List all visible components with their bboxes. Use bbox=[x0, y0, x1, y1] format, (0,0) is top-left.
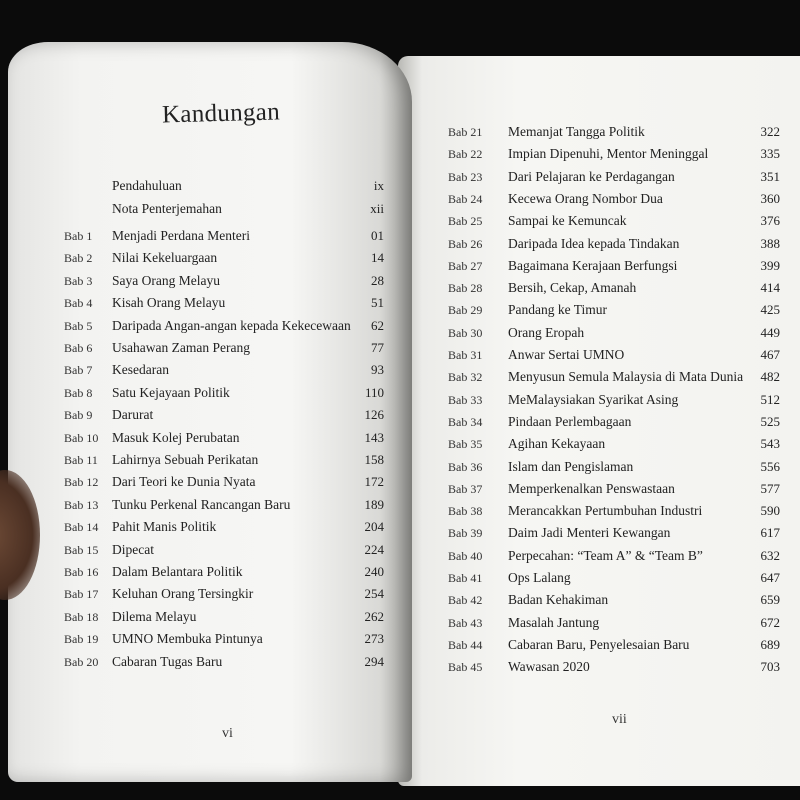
toc-entry-title: Darurat bbox=[112, 407, 154, 423]
toc-entry-page: 322 bbox=[760, 124, 780, 139]
toc-entry-title: Daripada Angan-angan kepada Kekecewaan bbox=[112, 317, 351, 333]
toc-entry-title: Dipecat bbox=[112, 541, 154, 557]
toc-chapter-number: Bab 3 bbox=[64, 273, 93, 288]
toc-entry-title: Pahit Manis Politik bbox=[112, 519, 217, 535]
toc-chapter-row bbox=[448, 568, 788, 588]
toc-chapter-number: Bab 41 bbox=[448, 571, 483, 585]
toc-entry-title: Daim Jadi Menteri Kewangan bbox=[508, 525, 671, 541]
toc-entry-page: 647 bbox=[760, 570, 780, 585]
toc-entry-page: 399 bbox=[760, 257, 780, 273]
toc-chapter-number: Bab 15 bbox=[64, 542, 99, 557]
toc-entry-title: Cabaran Baru, Penyelesaian Baru bbox=[508, 636, 690, 652]
toc-chapter-row bbox=[448, 546, 788, 566]
toc-chapter-number: Bab 16 bbox=[64, 565, 99, 579]
toc-entry-page: 224 bbox=[364, 541, 384, 557]
toc-entry-title: Bagaimana Kerajaan Berfungsi bbox=[508, 257, 678, 273]
toc-entry-page: 126 bbox=[364, 407, 384, 423]
page-number-right: vii bbox=[612, 712, 627, 727]
toc-chapter-number: Bab 4 bbox=[64, 296, 93, 311]
toc-entry-page: 143 bbox=[364, 429, 384, 445]
toc-entry-page: 172 bbox=[364, 474, 384, 490]
toc-entry-page: 525 bbox=[760, 413, 780, 429]
toc-entry-title: Badan Kehakiman bbox=[508, 592, 609, 608]
toc-entry-title: Saya Orang Melayu bbox=[112, 272, 220, 288]
toc-chapter-row bbox=[448, 256, 788, 276]
toc-entry-title: Kesedaran bbox=[112, 362, 169, 378]
toc-chapter-number: Bab 8 bbox=[64, 385, 93, 400]
toc-chapter-number: Bab 23 bbox=[448, 169, 483, 184]
toc-entry-page: 110 bbox=[364, 384, 384, 400]
toc-entry-title: Kecewa Orang Nombor Dua bbox=[508, 190, 663, 206]
toc-entry-title: Impian Dipenuhi, Mentor Meninggal bbox=[508, 146, 709, 162]
toc-entry-title: Masalah Jantung bbox=[508, 614, 600, 630]
toc-chapter-row bbox=[448, 457, 788, 477]
toc-entry-title: Kisah Orang Melayu bbox=[112, 295, 226, 311]
toc-chapter-number: Bab 45 bbox=[448, 660, 483, 675]
toc-entry-title: Merancakkan Pertumbuhan Industri bbox=[508, 503, 703, 519]
toc-chapter-number: Bab 43 bbox=[448, 615, 483, 630]
toc-entry-title: Memperkenalkan Penswastaan bbox=[508, 480, 675, 496]
toc-chapter-row bbox=[448, 635, 788, 655]
toc-chapter-row bbox=[448, 122, 788, 142]
toc-entry-page: 189 bbox=[364, 496, 384, 512]
toc-chapter-number: Bab 12 bbox=[64, 475, 99, 490]
toc-entry-page: 543 bbox=[760, 436, 780, 452]
toc-entry-title: MeMalaysiakan Syarikat Asing bbox=[508, 391, 679, 407]
toc-chapter-row bbox=[448, 234, 788, 254]
toc-entry-page: 388 bbox=[760, 235, 780, 251]
toc-entry-title: Sampai ke Kemuncak bbox=[508, 213, 627, 229]
toc-entry-page: 93 bbox=[371, 362, 384, 378]
toc-chapter-row bbox=[448, 434, 788, 454]
toc-entry-title: Islam dan Pengislaman bbox=[508, 458, 634, 474]
toc-chapter-number: Bab 42 bbox=[448, 593, 483, 608]
toc-entry-page: 703 bbox=[760, 659, 780, 675]
toc-entry-title: Ops Lalang bbox=[508, 570, 571, 585]
toc-entry-page: 577 bbox=[760, 480, 780, 496]
toc-chapter-row bbox=[448, 390, 788, 410]
toc-entry-page: 28 bbox=[371, 272, 384, 288]
toc-entry-title: Tunku Perkenal Rancangan Baru bbox=[112, 496, 291, 512]
toc-entry-page: 617 bbox=[760, 525, 780, 541]
toc-chapter-row bbox=[448, 278, 788, 298]
toc-entry-page: ix bbox=[373, 178, 384, 193]
toc-entry-page: 273 bbox=[364, 631, 384, 647]
toc-chapter-number: Bab 18 bbox=[64, 609, 99, 624]
toc-chapter-number: Bab 1 bbox=[64, 229, 93, 243]
toc-entry-page: 556 bbox=[760, 458, 780, 474]
toc-entry-page: 632 bbox=[760, 547, 780, 563]
toc-chapter-number: Bab 19 bbox=[64, 632, 99, 647]
toc-chapter-row bbox=[448, 323, 788, 343]
toc-chapter-row bbox=[448, 167, 788, 187]
toc-entry-title: Pindaan Perlembagaan bbox=[508, 413, 632, 429]
toc-entry-page: 672 bbox=[760, 614, 780, 630]
toc-chapter-number: Bab 31 bbox=[448, 348, 483, 362]
toc-entry-page: 335 bbox=[760, 146, 780, 162]
toc-entry-title: Keluhan Orang Tersingkir bbox=[112, 586, 254, 602]
toc-chapter-number: Bab 10 bbox=[64, 430, 99, 445]
toc-chapter-number: Bab 36 bbox=[448, 459, 483, 474]
toc-chapter-row bbox=[448, 479, 788, 499]
toc-chapter-number: Bab 5 bbox=[64, 318, 93, 333]
page-number-left: vi bbox=[222, 726, 233, 741]
toc-chapter-row bbox=[448, 367, 788, 387]
toc-entry-title: Dalam Belantara Politik bbox=[112, 564, 243, 579]
toc-chapter-number: Bab 25 bbox=[448, 214, 483, 229]
toc-chapter-number: Bab 9 bbox=[64, 408, 93, 423]
toc-entry-page: 294 bbox=[364, 653, 384, 669]
toc-entry-page: 51 bbox=[371, 295, 384, 311]
toc-chapter-number: Bab 35 bbox=[448, 437, 483, 452]
toc-entry-page: 14 bbox=[371, 250, 384, 266]
toc-chapter-row bbox=[448, 345, 788, 365]
toc-chapter-number: Bab 38 bbox=[448, 504, 483, 519]
toc-chapter-row bbox=[448, 211, 788, 231]
toc-chapter-number: Bab 20 bbox=[64, 654, 99, 669]
toc-chapter-number: Bab 22 bbox=[448, 147, 483, 162]
toc-chapter-row bbox=[448, 613, 788, 633]
toc-chapter-row bbox=[448, 189, 788, 209]
toc-entry-page: xii bbox=[370, 200, 384, 216]
toc-chapter-row bbox=[448, 412, 788, 432]
toc-entry-page: 262 bbox=[364, 608, 384, 624]
toc-chapter-number: Bab 14 bbox=[64, 520, 99, 535]
toc-chapter-row bbox=[448, 144, 788, 164]
toc-chapter-row bbox=[448, 300, 788, 320]
page-title: Kandungan bbox=[161, 98, 281, 129]
toc-entry-page: 414 bbox=[760, 280, 780, 296]
toc-entry-title: Lahirnya Sebuah Perikatan bbox=[112, 452, 259, 467]
toc-chapter-number: Bab 28 bbox=[448, 281, 483, 296]
toc-entry-title: Pendahuluan bbox=[112, 178, 182, 193]
toc-chapter-row bbox=[448, 657, 788, 677]
toc-entry-title: Dari Pelajaran ke Perdagangan bbox=[508, 168, 675, 184]
toc-entry-page: 351 bbox=[760, 168, 780, 184]
toc-chapter-number: Bab 2 bbox=[64, 251, 93, 266]
toc-entry-page: 240 bbox=[364, 564, 384, 579]
toc-chapter-number: Bab 29 bbox=[448, 303, 483, 318]
toc-entry-title: Agihan Kekayaan bbox=[508, 436, 606, 452]
toc-chapter-number: Bab 7 bbox=[64, 363, 93, 378]
toc-chapter-number: Bab 32 bbox=[448, 370, 483, 385]
toc-entry-page: 425 bbox=[760, 302, 780, 318]
toc-chapter-number: Bab 17 bbox=[64, 587, 99, 602]
toc-entry-title: Orang Eropah bbox=[508, 324, 585, 340]
toc-entry-title: Cabaran Tugas Baru bbox=[112, 653, 223, 669]
toc-chapter-number: Bab 30 bbox=[448, 325, 483, 340]
toc-chapter-number: Bab 40 bbox=[448, 548, 483, 563]
toc-entry-title: Perpecahan: “Team A” & “Team B” bbox=[508, 547, 703, 563]
toc-chapter-number: Bab 44 bbox=[448, 637, 483, 652]
toc-chapter-number: Bab 11 bbox=[64, 453, 98, 467]
toc-entry-page: 689 bbox=[760, 636, 780, 652]
toc-entry-title: Dilema Melayu bbox=[112, 608, 197, 624]
toc-chapter-row bbox=[448, 523, 788, 543]
toc-entry-title: Wawasan 2020 bbox=[508, 659, 590, 675]
toc-entry-page: 254 bbox=[364, 586, 384, 602]
toc-entry-title: Memanjat Tangga Politik bbox=[508, 124, 645, 139]
toc-entry-page: 659 bbox=[760, 592, 780, 608]
toc-chapter-number: Bab 33 bbox=[448, 392, 483, 407]
toc-chapter-number: Bab 34 bbox=[448, 414, 483, 429]
toc-entry-title: Menjadi Perdana Menteri bbox=[112, 228, 250, 243]
toc-entry-page: 62 bbox=[371, 317, 384, 333]
toc-chapter-number: Bab 6 bbox=[64, 341, 93, 355]
toc-chapter-number: Bab 24 bbox=[448, 191, 483, 206]
toc-entry-title: Bersih, Cekap, Amanah bbox=[508, 280, 637, 296]
toc-entry-title: Satu Kejayaan Politik bbox=[112, 384, 230, 400]
toc-entry-page: 467 bbox=[760, 347, 780, 362]
toc-entry-title: Menyusun Semula Malaysia di Mata Dunia bbox=[508, 369, 744, 385]
toc-chapter-number: Bab 27 bbox=[448, 258, 483, 273]
toc-entry-page: 512 bbox=[760, 391, 780, 407]
toc-chapter-number: Bab 13 bbox=[64, 497, 99, 512]
toc-entry-title: Nota Penterjemahan bbox=[112, 200, 222, 216]
toc-entry-page: 376 bbox=[760, 213, 780, 229]
toc-entry-page: 158 bbox=[364, 452, 384, 467]
toc-entry-page: 590 bbox=[760, 503, 780, 519]
toc-chapter-number: Bab 39 bbox=[448, 526, 483, 541]
toc-entry-page: 449 bbox=[760, 324, 780, 340]
toc-chapter-number: Bab 26 bbox=[448, 236, 483, 251]
toc-entry-page: 482 bbox=[760, 369, 780, 385]
toc-entry-page: 360 bbox=[760, 190, 780, 206]
toc-entry-title: Daripada Idea kepada Tindakan bbox=[508, 235, 680, 251]
toc-entry-page: 77 bbox=[371, 340, 384, 355]
toc-chapter-row bbox=[448, 501, 788, 521]
toc-entry-title: Dari Teori ke Dunia Nyata bbox=[112, 474, 256, 490]
toc-entry-title: Masuk Kolej Perubatan bbox=[112, 429, 240, 445]
toc-entry-title: Pandang ke Timur bbox=[508, 302, 608, 318]
toc-chapter-row bbox=[448, 590, 788, 610]
toc-entry-title: Usahawan Zaman Perang bbox=[112, 340, 250, 355]
toc-entry-title: UMNO Membuka Pintunya bbox=[112, 631, 263, 647]
toc-entry-page: 01 bbox=[371, 228, 384, 243]
toc-chapter-number: Bab 37 bbox=[448, 481, 483, 496]
toc-entry-page: 204 bbox=[364, 519, 384, 535]
toc-entry-title: Nilai Kekeluargaan bbox=[112, 250, 218, 266]
toc-entry-title: Anwar Sertai UMNO bbox=[508, 347, 625, 362]
toc-chapter-number: Bab 21 bbox=[448, 125, 483, 139]
